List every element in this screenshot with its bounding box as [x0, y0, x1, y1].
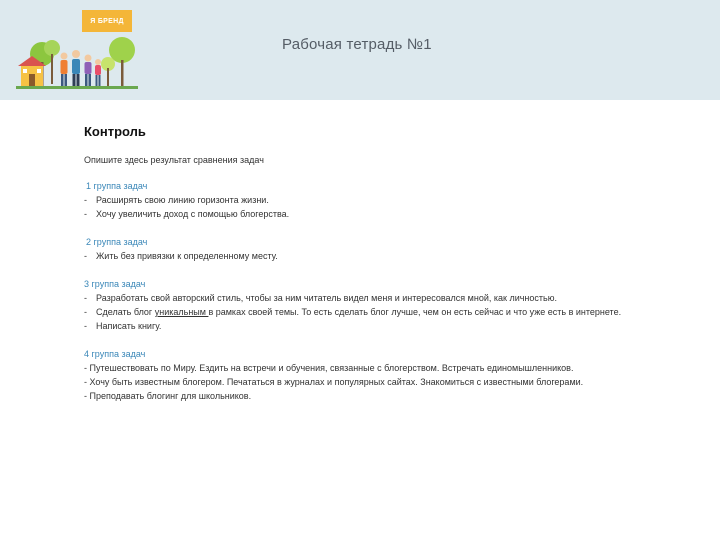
- group-title: 3 группа задач: [84, 279, 146, 289]
- brand-logo: [82, 10, 132, 32]
- bullet-dash: -: [84, 307, 87, 317]
- bullet-dash: -: [84, 321, 87, 331]
- control-section: [84, 124, 654, 417]
- underlined-word: уникальным: [154, 307, 209, 317]
- task-group-2: [84, 235, 654, 263]
- family-house-illustration: [16, 34, 138, 90]
- header-band: [0, 0, 720, 100]
- list-item: - Расширять свою линию горизонта жизни.: [84, 195, 269, 205]
- group-title: 2 группа задач: [86, 237, 148, 247]
- task-group-1: [84, 179, 654, 221]
- group-title: 1 группа задач: [86, 181, 148, 191]
- task-group-4: [84, 347, 654, 403]
- group-title: 4 группа задач: [84, 349, 146, 359]
- list-item: - Сделать блог уникальным в рамках своей темы. То есть сделать блог лучше, чем он есть сейчас и что уже есть в интернете.: [84, 307, 622, 317]
- list-item: - Преподавать блогинг для школьников.: [84, 391, 252, 401]
- brand-logo-text: Я БРЕНД: [90, 17, 124, 25]
- list-item: - Жить без привязки к определенному месту.: [84, 251, 278, 261]
- workbook-title: Рабочая тетрадь №1: [282, 36, 432, 53]
- list-item: - Путешествовать по Миру. Ездить на встречи и обучения, связанные с блогерством. Встречать единомышленников.: [84, 363, 574, 373]
- bullet-dash: -: [84, 251, 87, 261]
- bullet-dash: -: [84, 195, 87, 205]
- list-item: - Разработать свой авторский стиль, чтобы за ним читатель видел меня и интересовался мной, как личностью.: [84, 293, 557, 303]
- list-item: - Хочу увеличить доход с помощью блогерства.: [84, 209, 290, 219]
- bullet-dash: -: [84, 209, 87, 219]
- list-item: - Хочу быть известным блогером. Печататься в журналах и популярных сайтах. Знакомиться с известными блогерами.: [84, 377, 584, 387]
- instruction-text: Опишите здесь результат сравнения задач: [84, 155, 264, 165]
- section-heading: Контроль: [84, 124, 146, 139]
- bullet-dash: -: [84, 293, 87, 303]
- task-group-3: [84, 277, 654, 333]
- list-item: - Написать книгу.: [84, 321, 162, 331]
